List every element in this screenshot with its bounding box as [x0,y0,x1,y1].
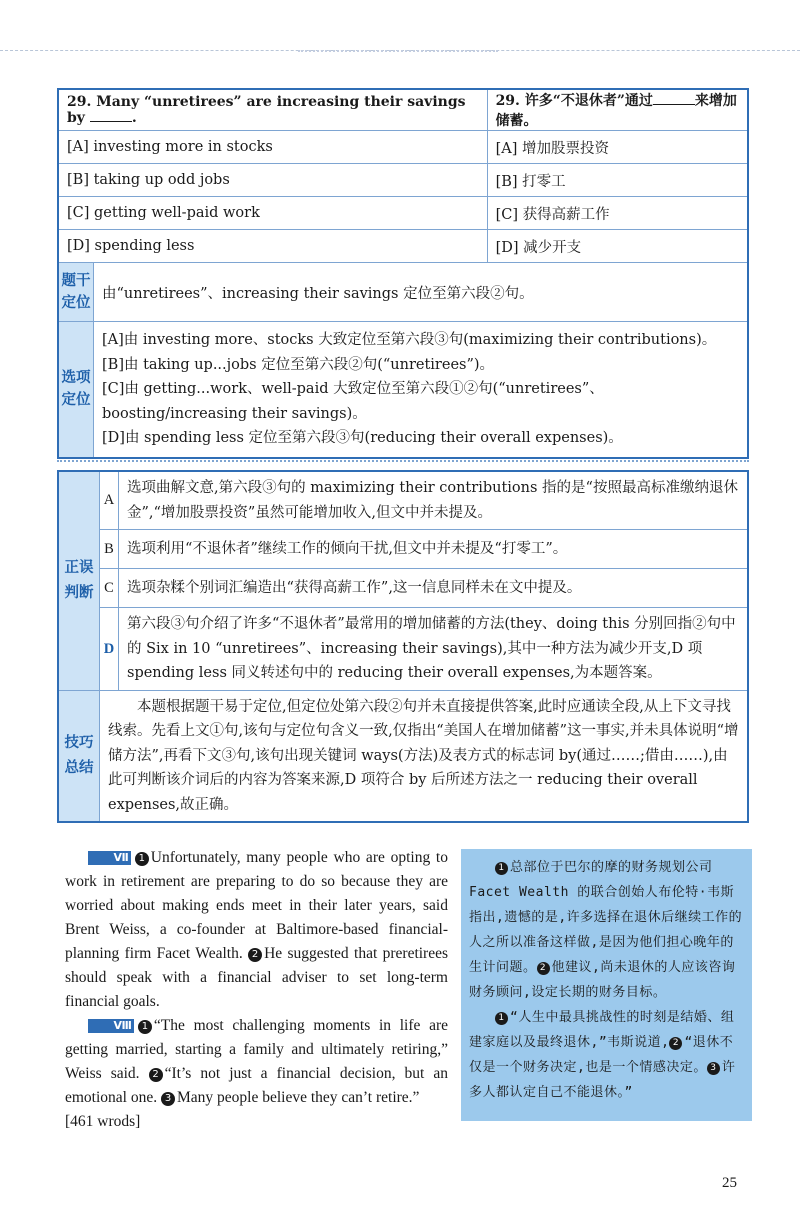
tips-label [58,690,100,822]
option-locate-line: [B]由 taking up...jobs 定位至第六段②句(“unretirees”)。 [102,356,495,373]
option-row-b [58,164,748,197]
sentence-1-marker: 1 [495,1012,508,1025]
judgement-label [58,471,100,690]
question-stem-row [58,89,748,131]
stem-locate-label [59,263,94,321]
option-locate-row [58,322,748,458]
judgement-text-a: 选项曲解文意,第六段③句的 maximizing their contributions 指的是“按照最高标准缴纳退休金”,“增加股票投资”虽然可能增加收入,但文中并未提及。 [119,471,749,530]
p8-sentence-2: “It’s not just a financial decision, but an emotional one. [65,1065,448,1106]
stem-en-end: . [131,110,137,126]
tips-row [58,690,748,822]
option-c-en: [C] getting well-paid work [58,197,487,230]
judgement-text-c: 选项杂糅个别词汇编造出“获得高薪工作”,这一信息同样未在文中提及。 [119,569,749,608]
judgement-letter-b: B [100,530,119,569]
sentence-1-marker: 1 [138,1020,152,1034]
p7-sentence-2: He suggested that preretirees should speak with a financial adviser to set long-term financial goals. [65,945,449,1010]
paragraph-8 [65,1014,448,1110]
t8-sentence-1: “人生中最具挑战性的时刻是结婚、组建家庭以及最终退休,”韦斯说道, [469,1010,735,1050]
page-number: 25 [722,1175,737,1191]
option-d-cn: [D] 减少开支 [487,230,748,263]
header-decoration [298,30,498,52]
stem-locate-label-2: 定位 [61,295,91,311]
t7-sentence-1: 总部位于巴尔的摩的财务规划公司 Facet Wealth 的联合创始人布伦特·韦斯指出,遗憾的是,许多选择在退休后继续工作的人之所以准备这样做,是因为他们担心晚年的生计问题。 [469,860,743,975]
option-b-cn: [B] 打零工 [487,164,748,197]
stem-locate-row [58,263,748,322]
answer-blank-cn [653,94,695,105]
judgement-label-1: 正误 [64,560,94,577]
judgement-row-d [58,608,748,691]
option-locate-line: [A]由 investing more、stocks 大致定位至第六段③句(maximizing their contributions)。 [102,332,717,348]
sentence-1-marker: 1 [495,862,508,875]
option-row-a [58,131,748,164]
question-stem-en [58,89,487,131]
t7-sentence-2: 他建议,尚未退休的人应该咨询财务顾问,设定长期的财务目标。 [469,960,736,1000]
judgement-row-c [58,569,748,608]
option-locate-label-2: 定位 [61,392,91,409]
question-stem-cn [487,89,748,131]
stem-locate-label-1: 题干 [61,273,91,289]
p7-sentence-1: Unfortunately, many people who are opting to work in retirement are preparing to do so because they are worried about making ends meet in their later years, said Brent Weiss, a co-founder at Baltimore-based financial-planning firm Facet Wealth. [65,849,448,962]
sentence-3-marker: 3 [707,1062,720,1075]
tips-label-2: 总结 [64,759,94,776]
judgement-text-b: 选项利用“不退休者”继续工作的倾向干扰,但文中并未提及“打零工”。 [119,530,749,569]
paragraph-7 [65,846,448,1014]
sentence-1-marker: 1 [135,852,149,866]
word-count: [461 wrods] [65,1113,141,1130]
option-b-en: [B] taking up odd jobs [58,164,487,197]
option-locate-label-1: 选项 [61,370,91,387]
p8-sentence-3: Many people believe they can’t retire.” [177,1089,420,1106]
tips-label-1: 技巧 [64,735,94,752]
option-c-cn: [C] 获得高薪工作 [487,197,748,230]
sentence-3-marker: 3 [161,1092,175,1106]
sentence-2-marker: 2 [669,1037,682,1050]
translation-paragraph-8 [469,1005,744,1105]
option-a-cn: [A] 增加股票投资 [487,131,748,164]
t8-sentence-2: “退休不仅是一个财务决定,也是一个情感决定。 [469,1035,734,1075]
sentence-2-marker: 2 [248,948,262,962]
section-separator [57,460,749,462]
option-locate-line: [D]由 spending less 定位至第六段③句(reducing their overall expenses)。 [102,430,623,446]
option-locate-label [59,322,94,457]
stem-cn-text: 29. 许多“不退休者”通过 [495,93,653,109]
translation-paragraph-7 [469,855,744,1005]
stem-cn-end: 来增加储蓄。 [495,93,737,129]
judgement-letter-a: A [100,471,119,530]
passage-text [65,846,448,1134]
stem-locate-text: 由“unretirees”、increasing their savings 定位至第六段②句。 [102,285,534,302]
tips-text: 本题根据题干易于定位,但定位处第六段②句并未直接提供答案,此时应通读全段,从上下文寻找线索。先看上文①句,该句与定位句含义一致,仅指出“美国人在增加储蓄”这一事实,并未具体说明“增储方法”,再看下文③句,该句出现关键词 ways(方法)及表方式的标志词 by(通过……;借由……),由此可判断该介词后的内容为答案来源,D 项符合 by 后所述方法之一 reducing their overall expenses,故正确。 [100,690,749,822]
paragraph-number-badge: Ⅶ [88,851,131,865]
option-locate-text [94,322,748,457]
option-locate-line: [C]由 getting...work、well-paid 大致定位至第六段①②句(“unretirees”、boosting/increasing their savings)。 [102,381,604,422]
paragraph-number-badge: Ⅷ [88,1019,134,1033]
t8-sentence-3: 许多人都认定自己不能退休。” [469,1060,736,1100]
judgement-label-2: 判断 [64,584,94,601]
judgement-letter-d: D [100,608,119,691]
stem-en-text: 29. Many “unretirees” are increasing their savings by [67,94,466,126]
p8-sentence-1: “The most challenging moments in life are getting married, starting a family and ultimately retiring,” Weiss said. [65,1017,448,1082]
judgement-row-b [58,530,748,569]
option-d-en: [D] spending less [58,230,487,263]
judgement-text-d: 第六段③句介绍了许多“不退休者”最常用的增加储蓄的方法(they、doing this 分别回指②句中的 Six in 10 “unretirees”、increasing their savings),其中一种方法为减少开支,D 项 spending less 同义转述句中的 reducing their overall expenses,为本题答案。 [119,608,749,691]
option-row-c [58,197,748,230]
question-table [57,88,749,459]
option-row-d [58,230,748,263]
judgement-letter-c: C [100,569,119,608]
judgement-row-a [58,471,748,530]
judgement-table [57,470,749,823]
translation-box [461,849,752,1121]
sentence-2-marker: 2 [149,1068,163,1082]
option-a-en: [A] investing more in stocks [58,131,487,164]
answer-blank [90,111,132,122]
sentence-2-marker: 2 [537,962,550,975]
